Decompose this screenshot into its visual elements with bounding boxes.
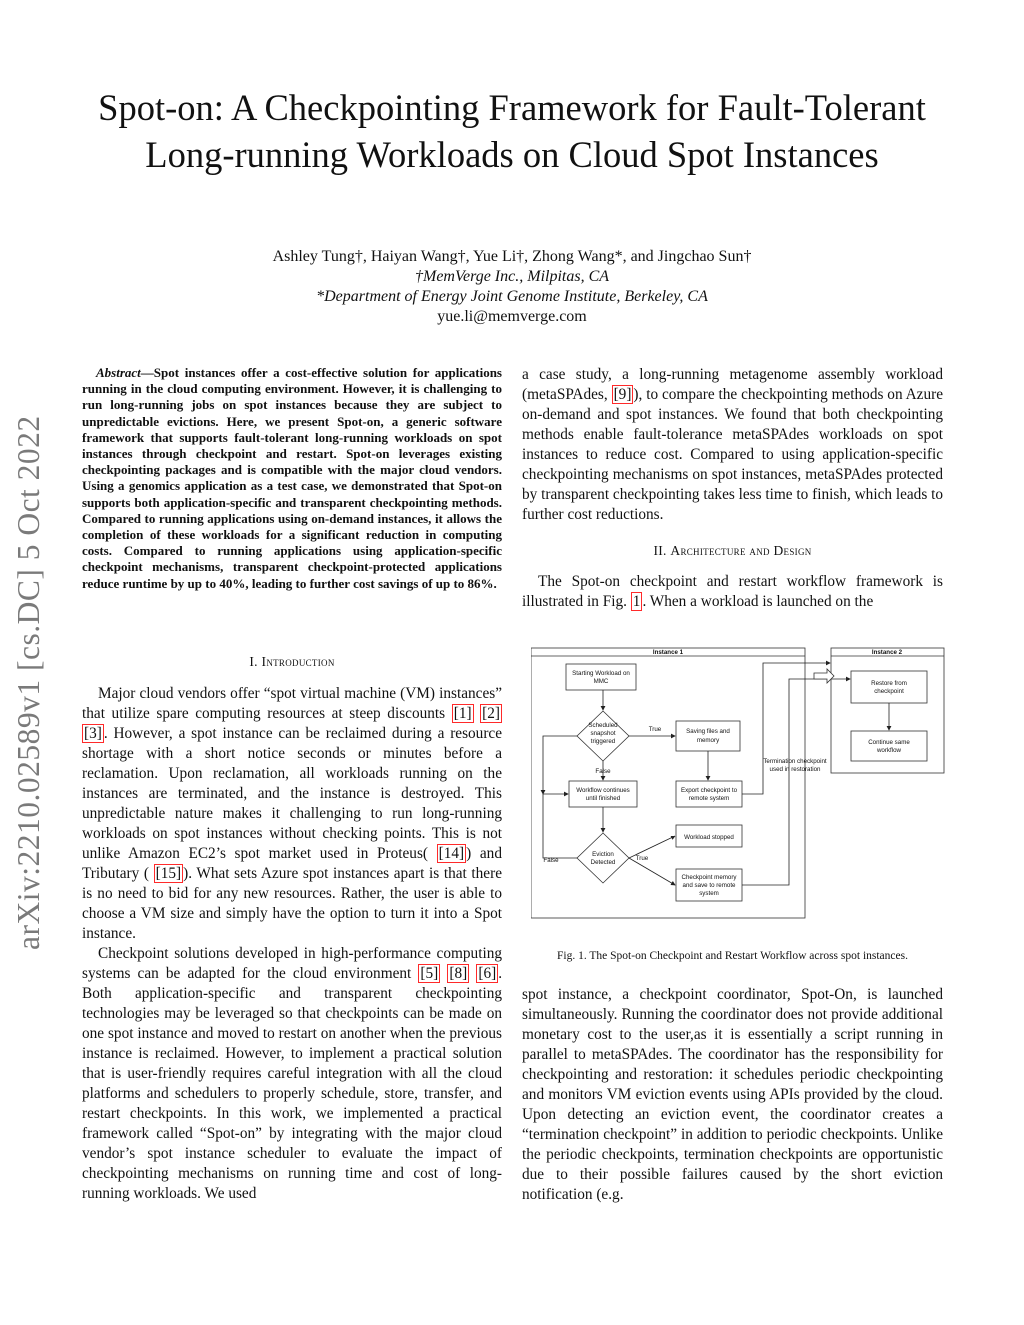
section-title: Introduction [261, 654, 335, 669]
paper-title: Spot-on: A Checkpointing Framework for Fault-Tolerant Long-running Workloads on Cloud Spot Instances [98, 87, 926, 175]
text-run: . However, a spot instance can be reclaimed during a resource shortage with a short notice seconds or minutes before a reclamation. Upon reclamation, all workloads running on the instances are terminated, and the instance is destroyed. This unpredictable nature makes it challenging to run long-running workloads on spot instances without checking points. This is not unlike Amazon EC2’s spot market used in Proteus( [82, 725, 502, 862]
restore-line-2: checkpoint [874, 688, 904, 695]
checkpoint-line-3: system [699, 890, 719, 897]
citation-link[interactable]: [3] [84, 725, 102, 742]
arxiv-stamp: arXiv:2210.02589v1 [cs.DC] 5 Oct 2022 [11, 415, 46, 950]
citation-link[interactable]: [9] [613, 386, 632, 403]
workflow-line-2: until finished [585, 795, 621, 802]
continue-line-2: workflow [876, 747, 902, 754]
text-run: The Spot-on checkpoint and restart workflow framework is illustrated in Fig. [522, 573, 943, 610]
export-checkpoint-box [676, 781, 742, 807]
citation-link[interactable]: [1] [453, 705, 472, 722]
export-line-1: Export checkpoint to [680, 787, 738, 794]
instance-1-frame [531, 648, 805, 918]
instance-2-label: Instance 2 [871, 649, 903, 656]
snapshot-line-2: snapshot [590, 730, 616, 737]
eviction-decision [577, 833, 629, 883]
checkpoint-line-2: and save to remote [682, 882, 736, 889]
section-number: I. [249, 654, 258, 669]
right-column-body: spot instance, a checkpoint coordinator, Spot-On, is launched simultaneously. Running the coordinator does not provide additional monetary cost to the user,as it is essentially a script running in parallel to metaSPAdes. The coordinator has the responsibility for checkpointing and restoration: it schedules periodic checkpointing and monitors VM eviction events using APIs provided by the cloud. Upon detecting an eviction event, the coordinator creates a “termination checkpoint” in addition to periodic checkpoints. Unlike the periodic checkpoints, termination checkpoints are opportunistic due to their possible failures caused by the short eviction notification (e.g. [522, 986, 943, 1203]
false-label-2: False [543, 857, 559, 864]
text-run: ). What sets Azure spot instances apart is that there is no need to bid for any new resources. Rather, the user is able to choose a VM size and simply have the option to turn it into a Spot instance. [82, 865, 502, 942]
section-heading-introduction [82, 654, 502, 670]
figure-link[interactable]: 1 [632, 593, 641, 610]
instance-1-label: Instance 1 [652, 649, 684, 656]
eviction-line-1: Eviction [592, 851, 614, 858]
continue-workflow-box [851, 731, 927, 761]
start-workload-box [566, 664, 636, 690]
abstract-label: Abstract [96, 365, 141, 380]
architecture-paragraph [522, 572, 943, 612]
citation-link[interactable]: [5] [420, 965, 439, 982]
abstract [82, 365, 502, 592]
section-heading-architecture [522, 543, 943, 559]
false-label-1: False [595, 768, 611, 775]
intro-paragraph-2 [82, 944, 502, 1204]
text-run: ), to compare the checkpointing methods on Azure on-demand and spot instances. We found that both checkpointing methods enable fault-tolerance metaSPAdes workloads on spot instances to reduce cost. Compared to using application-specific checkpointing mechanisms on spot instances, metaSPAdes protected by transparent checkpointing takes less time to finish, which leads to further cost reductions. [522, 386, 943, 523]
text-run: Major cloud vendors offer “spot virtual machine (VM) instances” that utilize spare computing resources at steep discounts [82, 685, 502, 722]
saving-line-2: memory [696, 737, 720, 744]
introduction-body [82, 684, 502, 1204]
snapshot-line-1: Scheduled [588, 722, 618, 729]
workload-stopped-label: Workload stopped [684, 834, 734, 841]
start-line-1: Starting Workload on [572, 670, 630, 677]
right-column-continuation [522, 365, 943, 525]
termination-line-2: used in restoration [769, 766, 821, 773]
citation-link[interactable]: [15] [155, 865, 182, 882]
text-run: . Both application-specific and transparent checkpointing technologies may be leveraged so that checkpoints can be made on one spot instance and moved to restart on another when the previous instance is reclaimed. However, to implement a practical solution that is user-friendly requires careful integration with all the cloud platforms and schedulers to properly schedule, store, transfer, and restart checkpoints. In this work, we implemented a practical framework called “Spot-on” by integrating with the major cloud vendor’s spot instance scheduler to evaluate the impact of checkpointing mechanisms on running time and cost of long-running workloads. We used [82, 965, 503, 1202]
text-run: ) and Tributary ( [82, 845, 502, 882]
figure-1-flowchart [531, 643, 945, 921]
text-run: Checkpoint solutions developed in high-performance computing systems can be adapted for the cloud environment [82, 945, 502, 982]
continue-line-1: Continue same [868, 739, 910, 746]
section-title: Architecture and Design [670, 543, 812, 558]
restore-checkpoint-box [851, 671, 927, 703]
section-number: II. [653, 543, 667, 558]
workflow-line-1: Workflow continues [576, 787, 630, 794]
citation-link[interactable]: [2] [482, 705, 501, 722]
start-line-2: MMC [593, 678, 609, 685]
citation-link[interactable]: [6] [478, 965, 497, 982]
citation-link[interactable]: [14] [438, 845, 465, 862]
workflow-continues-box [569, 781, 637, 807]
author-block [60, 247, 964, 327]
affiliation-doe-jgi: *Department of Energy Joint Genome Institute, Berkeley, CA [316, 288, 708, 305]
figure-1-caption: Fig. 1. The Spot-on Checkpoint and Restart Workflow across spot instances. [557, 950, 908, 962]
author-list: Ashley Tung†, Haiyan Wang†, Yue Li†, Zhong Wang*, and Jingchao Sun† [272, 248, 752, 265]
author-email: yue.li@memverge.com [437, 308, 587, 325]
text-run: . When a workload is launched on the [642, 593, 874, 610]
citation-link[interactable]: [8] [449, 965, 468, 982]
text-run: a case study, a long-running metagenome assembly workload (metaSPAdes, [522, 366, 943, 403]
affiliation-memverge: †MemVerge Inc., Milpitas, CA [414, 268, 610, 285]
intro-paragraph-1 [82, 684, 502, 944]
eviction-line-2: Detected [590, 859, 616, 866]
saving-files-box [676, 721, 740, 751]
true-label-1: True [648, 726, 662, 733]
export-line-2: remote system [688, 795, 730, 802]
restore-line-1: Restore from [871, 680, 907, 687]
checkpoint-line-1: Checkpoint memory [681, 874, 737, 881]
termination-line-1: Termination checkpoint [763, 758, 827, 765]
snapshot-line-3: triggered [590, 738, 616, 745]
saving-line-1: Saving files and [686, 728, 730, 735]
abstract-text: —Spot instances offer a cost-effective solution for applications running in the cloud computing environment. However, it is challenging to run long-running jobs on spot instances because they are subject to unpredictable evictions. Here, we present Spot-on, a generic software framework that supports fault-tolerant long-running workloads on spot instances through checkpoint and restart. Spot-on leverages existing checkpointing packages and is compatible with the major cloud vendors. Using a genomics application as a test case, we demonstrated that Spot-on supports both application-specific and transparent checkpointing methods. Compared to running applications using on-demand instances, it allows the completion of these workloads for a significant reduction in computing costs. Compared to running applications using application-specific checkpoint mechanisms, transparent checkpoint-protected applications reduce runtime by up to 40%, leading to further cost savings of up to 86%. [82, 365, 502, 591]
true-label-2: True [635, 855, 649, 862]
